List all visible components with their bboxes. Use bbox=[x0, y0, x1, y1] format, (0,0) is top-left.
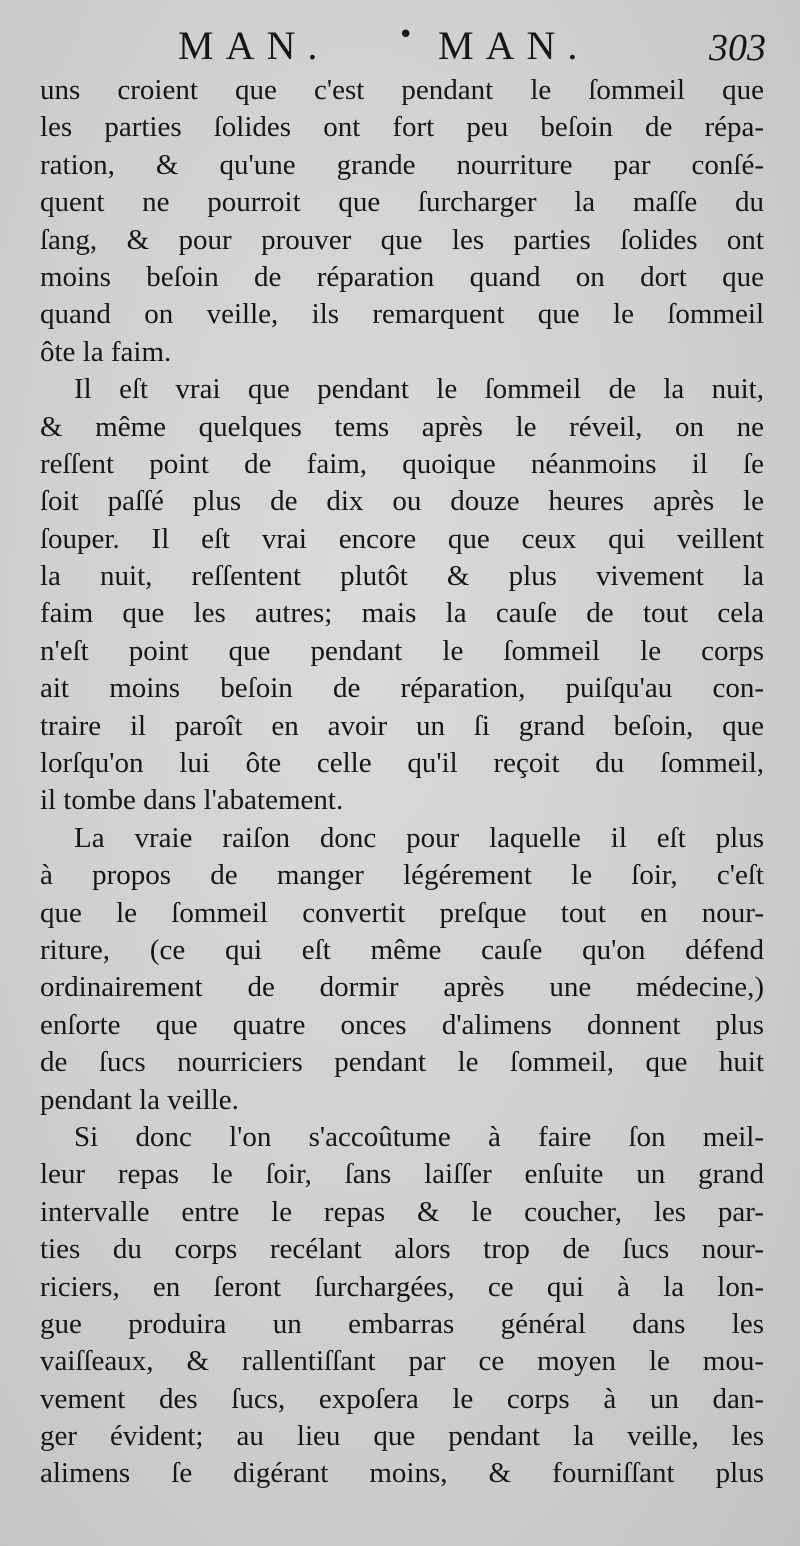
text-line: ſouper. Il eſt vrai encore que ceux qui veillent bbox=[40, 522, 764, 555]
paragraph-end-line: il tombe dans l'abatement. bbox=[40, 784, 344, 817]
header-right-word: MAN. bbox=[438, 23, 590, 68]
text-line: quent ne pourroit que ſurcharger la maſſe du bbox=[40, 186, 764, 219]
text-line: moins beſoin de réparation quand on dort que bbox=[40, 260, 764, 293]
paragraph-start-line: Si donc l'on s'accoûtume à faire ſon meil- bbox=[74, 1120, 764, 1153]
text-line: ordinairement de dormir après une médecine,) bbox=[40, 971, 764, 1004]
text-line: riciers, en ſeront ſurchargées, ce qui à la lon- bbox=[40, 1270, 764, 1303]
text-line: gue produira un embarras général dans les bbox=[40, 1307, 764, 1340]
text-line: ties du corps recélant alors trop de ſucs nour- bbox=[40, 1233, 764, 1266]
text-line: riture, (ce qui eſt même cauſe qu'on défend bbox=[40, 933, 764, 966]
text-line: ration, & qu'une grande nourriture par conſé- bbox=[40, 148, 764, 181]
text-line: ſoit paſſé plus de dix ou douze heures après le bbox=[40, 485, 764, 518]
paragraph-start-line: Il eſt vrai que pendant le ſommeil de la nuit, bbox=[74, 373, 764, 406]
text-line: & même quelques tems après le réveil, on ne bbox=[40, 410, 764, 443]
body-text bbox=[40, 72, 764, 1493]
text-line: uns croient que c'est pendant le ſommeil que bbox=[40, 74, 764, 106]
text-line: reſſent point de faim, quoique néanmoins il ſe bbox=[40, 447, 764, 480]
text-line: la nuit, reſſentent plutôt & plus vivement la bbox=[40, 560, 764, 593]
text-line: leur repas le ſoir, ſans laiſſer enſuite un grand bbox=[40, 1158, 764, 1191]
text-line: n'eſt point que pendant le ſommeil le corps bbox=[40, 634, 764, 667]
text-line: de ſucs nourriciers pendant le ſommeil, que huit bbox=[40, 1046, 764, 1079]
text-line: vement des ſucs, expoſera le corps à un dan- bbox=[40, 1382, 764, 1415]
text-line: lorſqu'on lui ôte celle qu'il reçoit du ſommeil, bbox=[40, 747, 764, 780]
text-line: les parties ſolides ont fort peu beſoin de répa- bbox=[40, 111, 764, 144]
text-line: traire il paroît en avoir un ſi grand beſoin, que bbox=[40, 709, 764, 742]
text-line: ait moins beſoin de réparation, puiſqu'au con- bbox=[40, 672, 764, 705]
running-header bbox=[0, 18, 800, 74]
text-line: intervalle entre le repas & le coucher, les par- bbox=[40, 1195, 764, 1228]
text-line: faim que les autres; mais la cauſe de tout cela bbox=[40, 597, 764, 630]
text-line: alimens ſe digérant moins, & fourniſſant plus bbox=[40, 1457, 764, 1490]
text-line: ſang, & pour prouver que les parties ſolides ont bbox=[40, 223, 764, 256]
text-line: que le ſommeil convertit preſque tout en nour- bbox=[40, 896, 764, 929]
header-dot: • bbox=[398, 20, 414, 50]
paragraph-start-line: La vraie raiſon donc pour laquelle il eſt plus bbox=[74, 821, 764, 854]
text-line: quand on veille, ils remarquent que le ſommeil bbox=[40, 298, 764, 331]
header-left-word: MAN. bbox=[178, 23, 330, 68]
page-number: 303 bbox=[709, 27, 766, 69]
text-line: vaiſſeaux, & rallentiſſant par ce moyen le mou- bbox=[40, 1345, 764, 1378]
text-line: enſorte que quatre onces d'alimens donnent plus bbox=[40, 1008, 764, 1041]
paragraph-end-line: ôte la faim. bbox=[40, 335, 172, 368]
paragraph-end-line: pendant la veille. bbox=[40, 1083, 239, 1116]
text-line: ger évident; au lieu que pendant la veille, les bbox=[40, 1420, 764, 1453]
text-line: à propos de manger légérement le ſoir, c'eſt bbox=[40, 859, 764, 892]
